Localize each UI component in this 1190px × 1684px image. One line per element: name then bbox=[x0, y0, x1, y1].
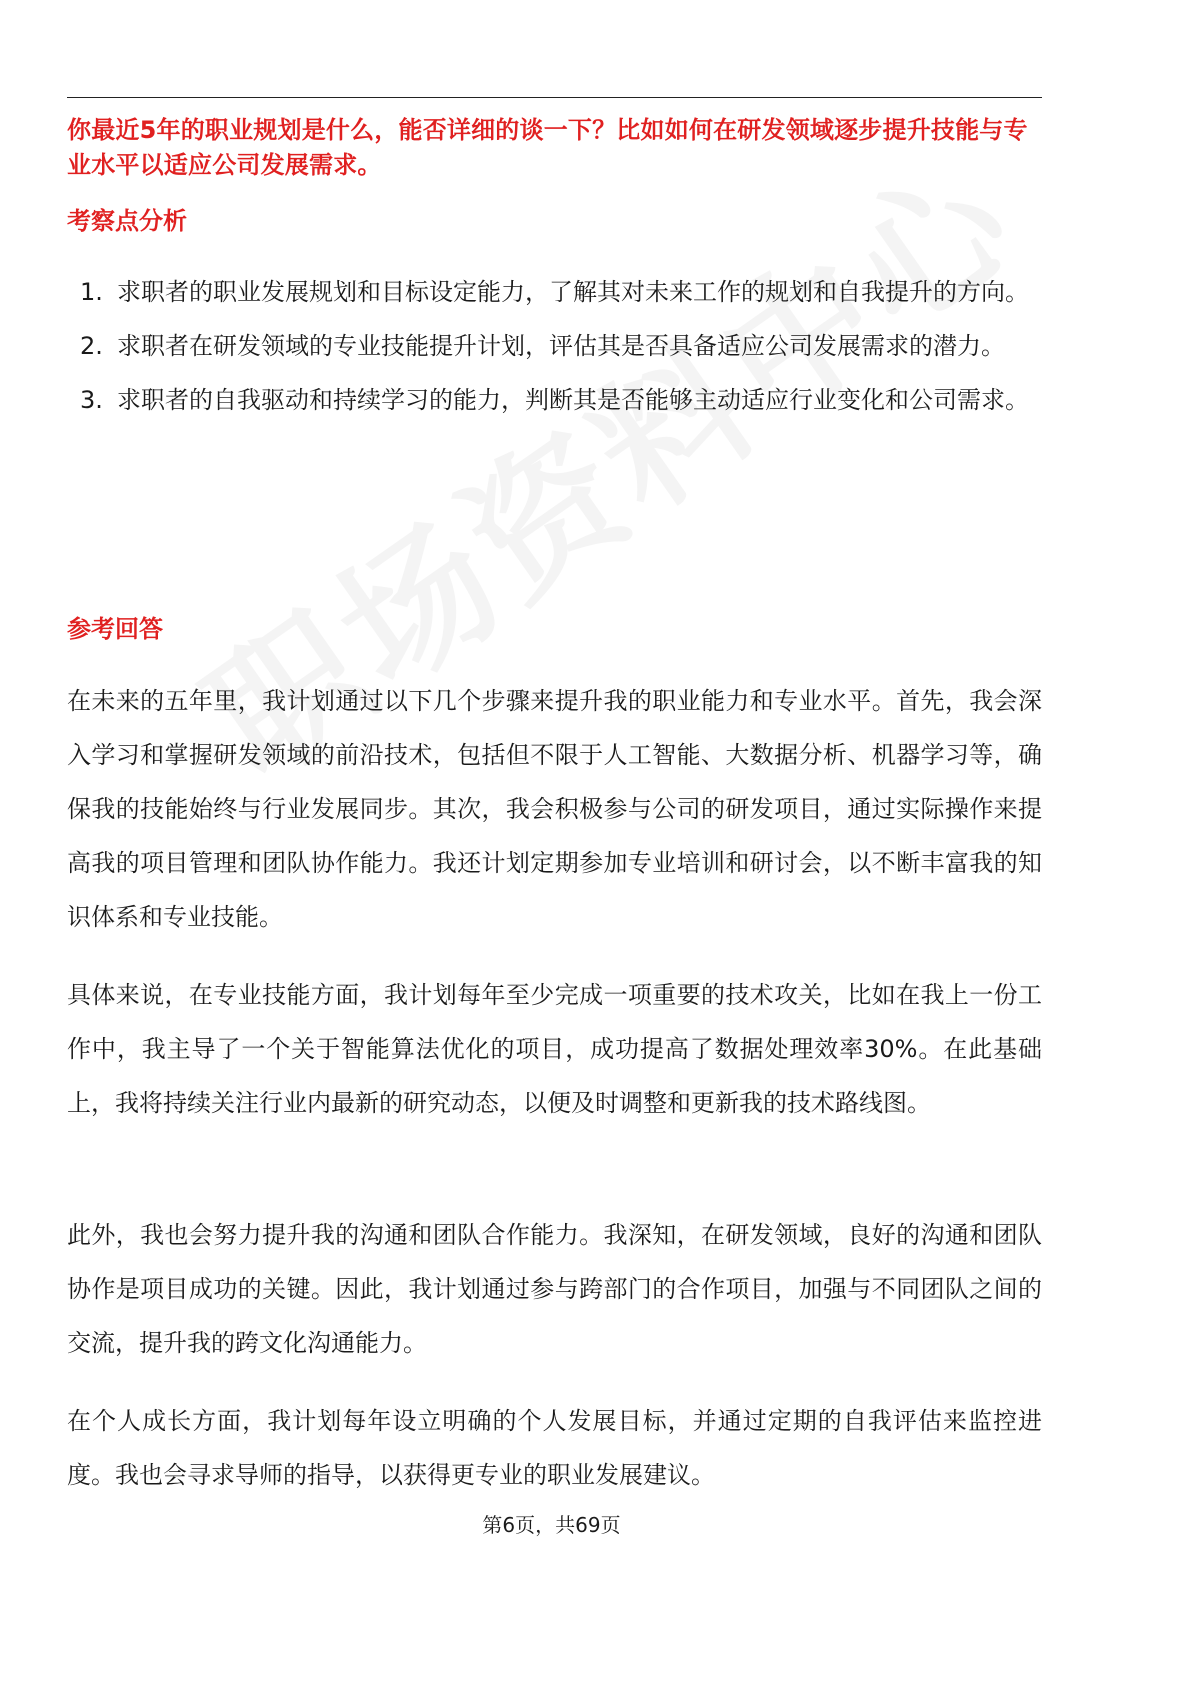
list-number: 3. bbox=[80, 386, 103, 414]
analysis-list bbox=[67, 265, 1042, 427]
list-number: 2. bbox=[80, 332, 103, 360]
analysis-item-text: 求职者的自我驱动和持续学习的能力，判断其是否能够主动适应行业变化和公司需求。 bbox=[117, 386, 1029, 414]
question-title: 你最近5年的职业规划是什么，能否详细的谈一下？比如如何在研发领域逐步提升技能与专业水平以适应公司发展需求。 bbox=[67, 116, 1028, 179]
header-rule bbox=[67, 97, 1042, 98]
analysis-item-text: 求职者的职业发展规划和目标设定能力，了解其对未来工作的规划和自我提升的方向。 bbox=[117, 278, 1029, 306]
analysis-item bbox=[67, 319, 1042, 373]
analysis-item bbox=[67, 373, 1042, 427]
answer-paragraph: 具体来说，在专业技能方面，我计划每年至少完成一项重要的技术攻关，比如在我上一份工作中，我主导了一个关于智能算法优化的项目，成功提高了数据处理效率30%。在此基础上，我将持续关注行业内最新的研究动态，以便及时调整和更新我的技术路线图。 bbox=[67, 981, 1042, 1117]
page-indicator: 第6页，共69页 bbox=[482, 1513, 621, 1537]
answer-paragraph: 在个人成长方面，我计划每年设立明确的个人发展目标，并通过定期的自我评估来监控进度。我也会寻求导师的指导，以获得更专业的职业发展建议。 bbox=[67, 1407, 1042, 1489]
analysis-heading: 考察点分析 bbox=[67, 207, 187, 235]
answer-heading: 参考回答 bbox=[67, 615, 163, 643]
analysis-item-text: 求职者在研发领域的专业技能提升计划，评估其是否具备适应公司发展需求的潜力。 bbox=[117, 332, 1005, 360]
analysis-item bbox=[67, 265, 1042, 319]
list-number: 1. bbox=[80, 278, 103, 306]
answer-paragraph: 在未来的五年里，我计划通过以下几个步骤来提升我的职业能力和专业水平。首先，我会深入学习和掌握研发领域的前沿技术，包括但不限于人工智能、大数据分析、机器学习等，确保我的技能始终与行业发展同步。其次，我会积极参与公司的研发项目，通过实际操作来提高我的项目管理和团队协作能力。我还计划定期参加专业培训和研讨会，以不断丰富我的知识体系和专业技能。 bbox=[67, 687, 1042, 931]
answer-paragraph: 此外，我也会努力提升我的沟通和团队合作能力。我深知，在研发领域，良好的沟通和团队协作是项目成功的关键。因此，我计划通过参与跨部门的合作项目，加强与不同团队之间的交流，提升我的跨文化沟通能力。 bbox=[67, 1221, 1042, 1357]
